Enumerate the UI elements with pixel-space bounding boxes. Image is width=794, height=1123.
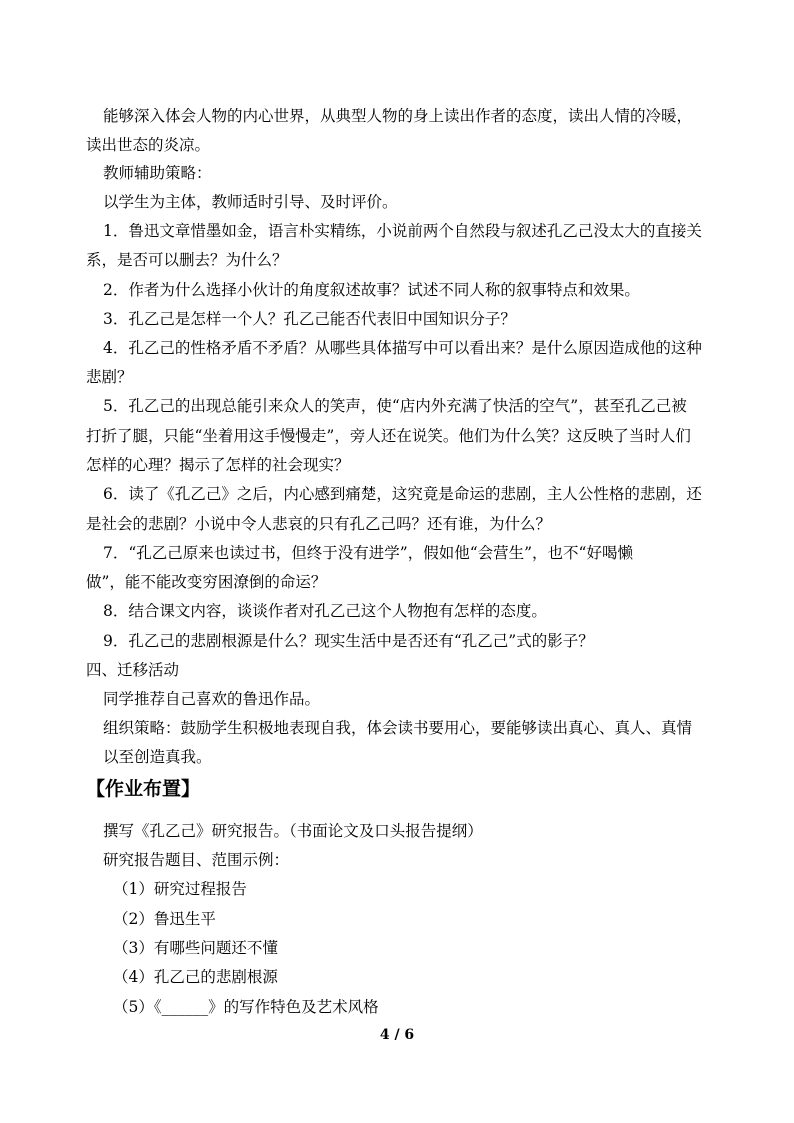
section-four-strategy-line-2: 以至创造真我。 [103, 748, 212, 766]
question-6-line-2: 是社会的悲剧？小说中令人悲哀的只有孔乙己吗？还有谁，为什么？ [86, 515, 552, 533]
section-four-heading: 四、迁移活动 [86, 661, 180, 679]
homework-example-item: （2）鲁迅生平 [113, 910, 216, 928]
page-number: 4 / 6 [379, 1027, 415, 1043]
teacher-strategy-text: 以学生为主体，教师适时引导、及时评价。 [103, 193, 398, 211]
question-5-line-2: 打折了腿，只能“坐着用这手慢慢走”，旁人还在说笑。他们为什么笑？这反映了当时人们 [86, 427, 691, 445]
section-four-activity: 同学推荐自己喜欢的鲁迅作品。 [103, 690, 321, 708]
teacher-strategy-label: 教师辅助策略： [103, 164, 212, 182]
question-9: 9．孔乙己的悲剧根源是什么？现实生活中是否还有“孔乙己”式的影子？ [103, 632, 594, 650]
question-1-line-1: 1．鲁迅文章惜墨如金，语言朴实精练，小说前两个自然段与叙述孔乙己没太大的直接关 [103, 222, 702, 240]
homework-example-item: （1）研究过程报告 [113, 880, 247, 898]
homework-example-item: （5）《______》的写作特色及艺术风格 [113, 998, 379, 1016]
question-7-line-2: 做”，能不能改变穷困潦倒的命运？ [86, 573, 327, 591]
homework-examples-label: 研究报告题目、范围示例： [103, 851, 290, 869]
question-1-line-2: 系，是否可以删去？为什么？ [86, 251, 288, 269]
section-four-strategy-line-1: 组织策略：鼓励学生积极地表现自我，体会读书要用心，要能够读出真心、真人、真情 [103, 719, 693, 737]
question-5-line-1: 5．孔乙己的出现总能引来众人的笑声，使“店内外充满了快活的空气”，甚至孔乙己被 [103, 397, 687, 415]
homework-example-item: （4）孔乙己的悲剧根源 [113, 968, 278, 986]
question-3: 3．孔乙己是怎样一个人？孔乙己能否代表旧中国知识分子？ [103, 310, 516, 328]
question-6-line-1: 6．读了《孔乙己》之后，内心感到痛楚，这究竟是命运的悲剧，主人公性格的悲剧，还 [103, 485, 702, 503]
intro-paragraph-line-2: 读出世态的炎凉。 [86, 136, 211, 154]
intro-paragraph-line-1: 能够深入体会人物的内心世界，从典型人物的身上读出作者的态度，读出人情的冷暖， [103, 107, 693, 125]
homework-example-item: （3）有哪些问题还不懂 [113, 939, 278, 957]
homework-heading: 【作业布置】 [86, 778, 201, 800]
question-8: 8．结合课文内容，谈谈作者对孔乙己这个人物抱有怎样的态度。 [103, 602, 547, 620]
homework-task: 撰写《孔乙己》研究报告。（书面论文及口头报告提纲） [103, 822, 483, 840]
question-4-line-2: 悲剧？ [86, 368, 133, 386]
question-7-line-1: 7．“孔乙己原来也读过书，但终于没有进学”，假如他“会营生”，也不“好喝懒 [103, 544, 633, 562]
question-2: 2．作者为什么选择小伙计的角度叙述故事？试述不同人称的叙事特点和效果。 [103, 281, 640, 299]
question-4-line-1: 4．孔乙己的性格矛盾不矛盾？从哪些具体描写中可以看出来？是什么原因造成他的这种 [103, 339, 702, 357]
question-5-line-3: 怎样的心理？揭示了怎样的社会现实？ [86, 456, 350, 474]
